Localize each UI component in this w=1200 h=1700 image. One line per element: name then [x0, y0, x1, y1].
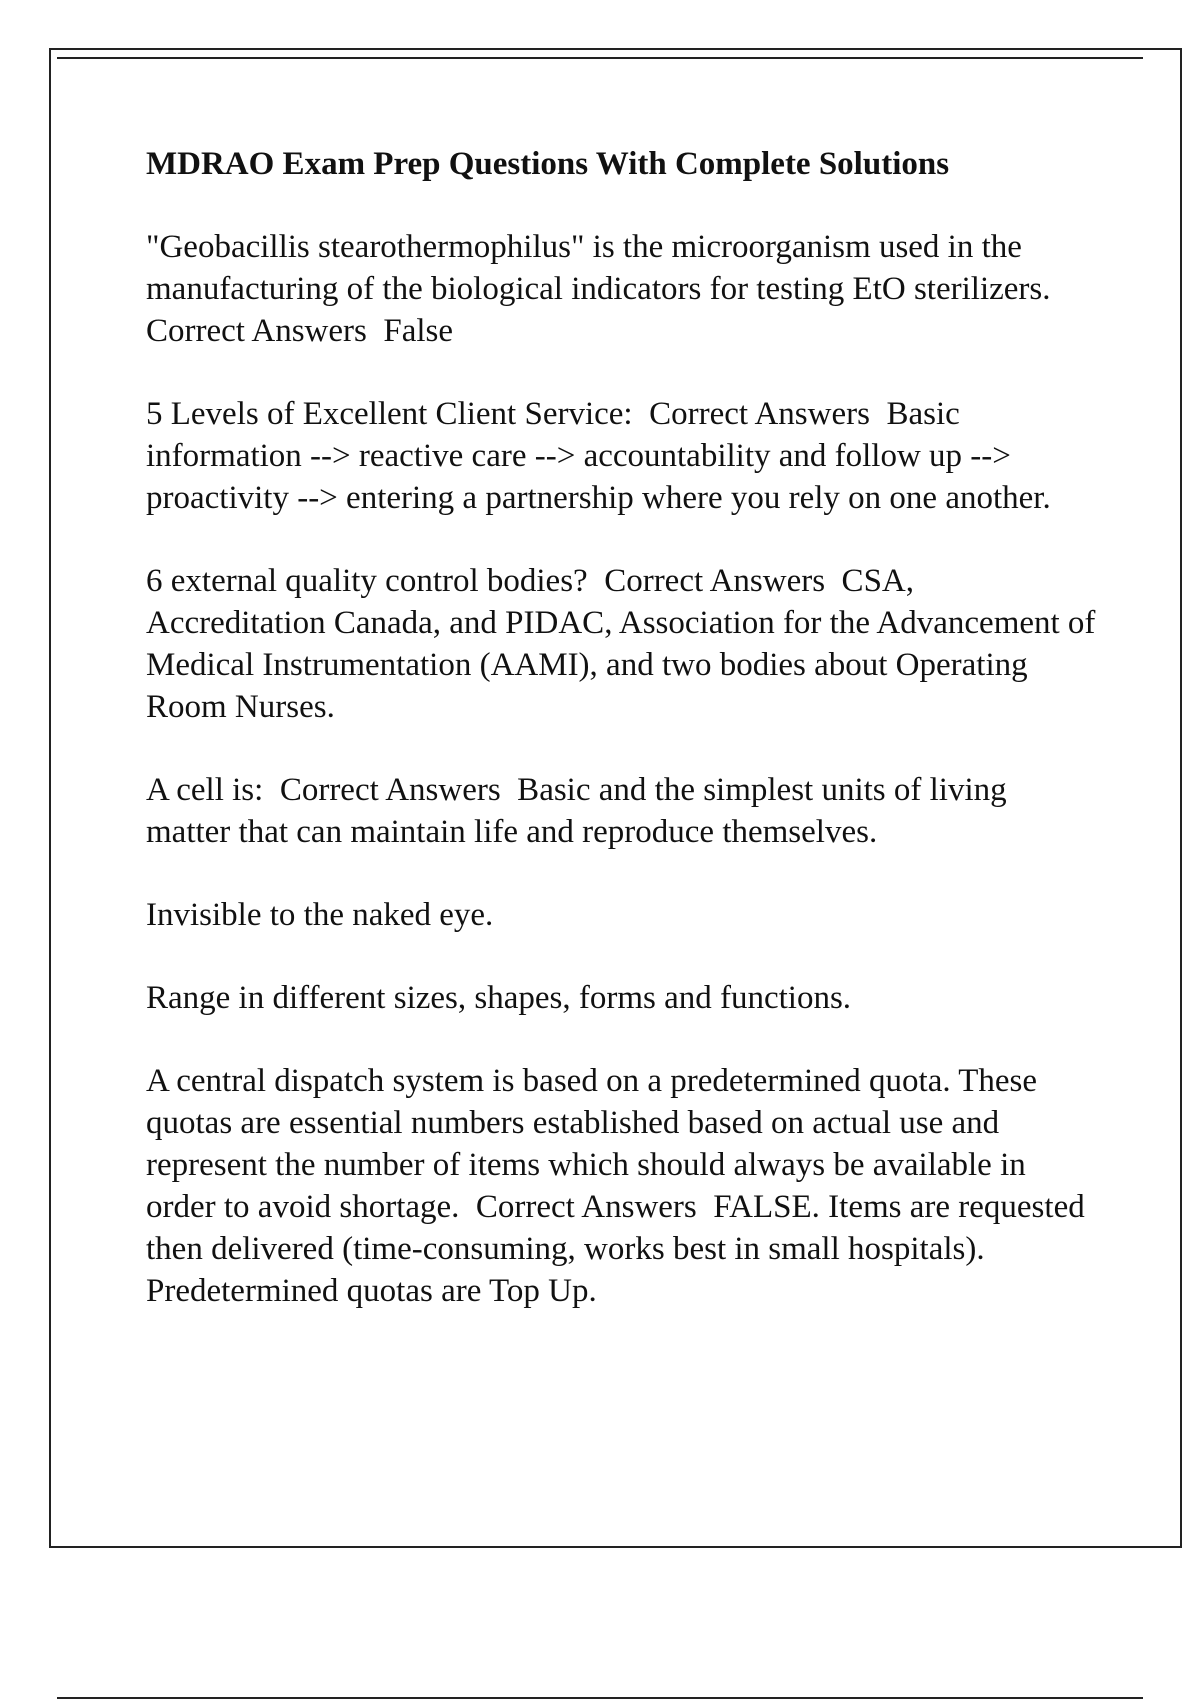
paragraph-quality-control-bodies: 6 external quality control bodies? Correct Answers CSA, Accreditation Canada, and PIDAC, Association for the Advancement of Medical Instrumentation (AAMI), and two bodies about Operating Room Nurses.: [146, 563, 1104, 725]
paragraph-cell-definition: A cell is: Correct Answers Basic and the simplest units of living matter that can maintain life and reproduce themselves.: [146, 772, 1015, 850]
paragraph-central-dispatch: A central dispatch system is based on a predetermined quota. These quotas are essential numbers established based on actual use and represent the number of items which should always be available in order to avoid shortage. Correct Answers FALSE. Items are requested then delivered (time-consuming, works best in small hospitals). Predetermined quotas are Top Up.: [146, 1063, 1093, 1309]
paragraph-geobacillus: "Geobacillis stearothermophilus" is the microorganism used in the manufacturing of the biological indicators for testing EtO sterilizers. Correct Answers False: [146, 229, 1067, 349]
document-content: [146, 143, 1104, 1353]
paragraph-client-service-levels: 5 Levels of Excellent Client Service: Correct Answers Basic information --> reactive care --> accountability and follow up --> proactivity --> entering a partnership where you rely on one another.: [146, 396, 1051, 516]
paragraph-invisible: Invisible to the naked eye.: [146, 897, 494, 933]
top-rule: [57, 57, 1143, 59]
bottom-rule: [57, 1697, 1143, 1699]
paragraph-range-sizes: Range in different sizes, shapes, forms and functions.: [146, 980, 852, 1016]
document-title: MDRAO Exam Prep Questions With Complete Solutions: [146, 146, 950, 182]
